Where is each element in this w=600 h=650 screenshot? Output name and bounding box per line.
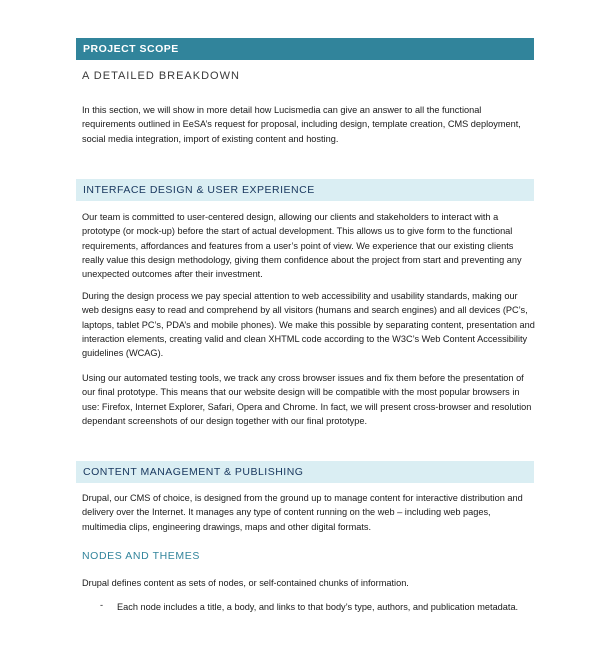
interface-design-paragraph-2: During the design process we pay special attention to web accessibility and usability standards, making our web designs easy to read and comprehend by all visitors (humans and search engines) and all devices (PC’s, laptops, tablet PC’s, PDA’s and mobile phones). We make this possible by separating content, presentation and interaction elements, creating valid and clean XHTML code according to the W3C’s Web Content Accessibility guidelines (WCAG).: [82, 291, 535, 359]
interface-design-heading: INTERFACE DESIGN & USER EXPERIENCE: [76, 179, 534, 201]
content-management-paragraph: Drupal, our CMS of choice, is designed from the ground up to manage content for interactive distribution and delivery over the Internet. It manages any type of content running on the web – including web pages, multimedia clips, engineering drawings, maps and other digital formats.: [82, 493, 523, 532]
interface-design-paragraph-1: Our team is committed to user-centered design, allowing our clients and stakeholders to interact with a prototype (or mock-up) before the start of actual development. This allows us to give form to the functional requirements, affordances and features from a user’s point of view. We experience that our existing clients really value this design methodology, giving them confidence about the project from start and preventing any unexpected outcomes after their investment.: [82, 212, 522, 280]
bullet-dash: -: [100, 600, 104, 610]
content-management-heading: CONTENT MANAGEMENT & PUBLISHING: [76, 461, 534, 483]
node-bullet-text: Each node includes a title, a body, and links to that body’s type, authors, and publication metadata.: [117, 602, 519, 612]
project-scope-heading: PROJECT SCOPE: [76, 38, 534, 60]
project-scope-intro: In this section, we will show in more detail how Lucismedia can give an answer to all the functional requirements outlined in EeSA’s request for proposal, including design, template creation, CMS deployment, social media integration, import of existing content and hosting.: [82, 105, 521, 144]
nodes-themes-subheading: NODES AND THEMES: [82, 550, 200, 562]
interface-design-paragraph-3: Using our automated testing tools, we track any cross browser issues and fix them before the presentation of our final prototype. This means that our website design will be compatible with the most popular browsers in use: Firefox, Internet Explorer, Safari, Opera and Chrome. In fact, we will present cross-browser and resolution dependant screenshots of our design together with our final prototype.: [82, 373, 532, 426]
project-scope-subtitle: A DETAILED BREAKDOWN: [82, 70, 240, 82]
nodes-paragraph: Drupal defines content as sets of nodes, or self-contained chunks of information.: [82, 578, 409, 588]
